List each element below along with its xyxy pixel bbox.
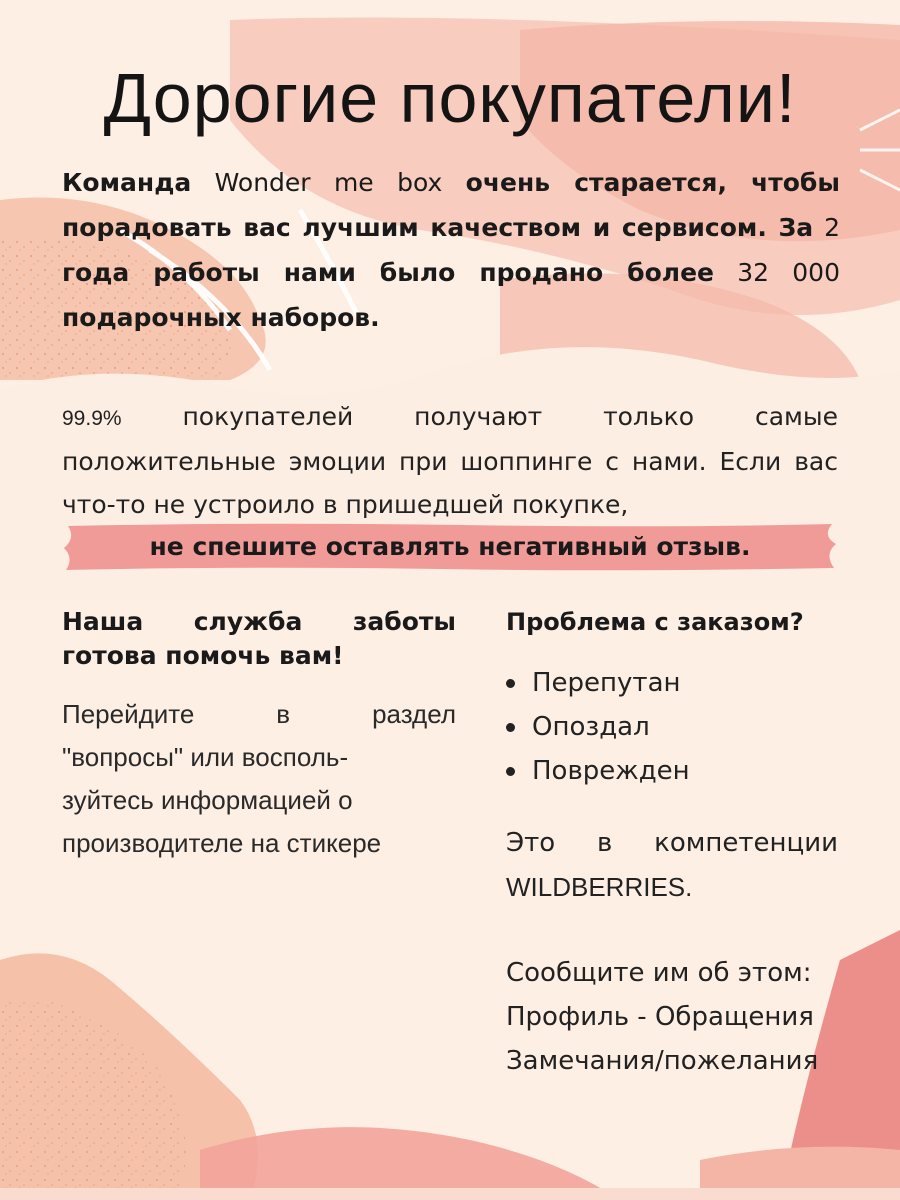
list-item <box>506 749 838 793</box>
competence-line2: WILDBERRIES. <box>506 872 693 902</box>
list-item-label: Опоздал <box>532 712 650 742</box>
banner-text: не спешите оставлять негативный отзыв. <box>149 532 751 561</box>
intro-part3: года работы нами было продано более <box>62 258 715 287</box>
problem-heading: Проблема с заказом? <box>506 608 804 636</box>
intro-part4: подарочных наборов. <box>62 303 380 332</box>
stats-paragraph <box>62 395 838 526</box>
contact-line2: Профиль - Обращения <box>506 1002 814 1032</box>
stats-text: покупателей получают только самые положительные эмоции при шоппинге с нами. Если вас что-то не устроило в пришедшей покупке, <box>62 402 839 519</box>
support-text-line3: зуйтесь информацией о <box>62 785 353 815</box>
support-heading-line1: Наша служба заботы <box>62 607 456 636</box>
support-heading <box>62 605 456 673</box>
contact-line1: Сообщите им об этом: <box>506 958 812 988</box>
bullet-icon <box>506 723 515 732</box>
support-text-line2: "вопросы" или восполь- <box>62 742 349 772</box>
problem-column <box>506 605 838 1083</box>
support-heading-line2: готова помочь вам! <box>62 641 344 670</box>
percent-value: 99.9% <box>62 407 122 430</box>
list-item-label: Перепутан <box>532 668 681 698</box>
list-item <box>506 705 838 749</box>
support-text-line1: Перейдите в раздел <box>62 699 456 729</box>
highlight-banner <box>62 522 838 572</box>
support-text <box>62 693 456 865</box>
years-value: 2 <box>824 213 840 242</box>
bullet-icon <box>506 767 515 776</box>
list-item-label: Поврежден <box>532 756 690 786</box>
sold-count: 32 000 <box>737 258 840 287</box>
support-column <box>62 605 456 865</box>
intro-part2: очень старается, чтобы порадовать вас лучшим качеством и сервисом. За <box>62 168 840 242</box>
competence-text <box>506 821 838 909</box>
contact-line3: Замечания/пожелания <box>506 1046 819 1076</box>
contact-instructions <box>506 951 838 1083</box>
brand-name: Wonder me box <box>214 168 443 197</box>
intro-part1: Команда <box>62 168 192 197</box>
bullet-icon <box>506 679 515 688</box>
intro-paragraph <box>62 160 840 340</box>
support-text-line4: производителе на стикере <box>62 828 382 858</box>
list-item <box>506 661 838 705</box>
page-title: Дорогие покупатели! <box>103 59 797 137</box>
problem-list <box>506 661 838 793</box>
competence-line1: Это в компетенции <box>506 828 838 858</box>
